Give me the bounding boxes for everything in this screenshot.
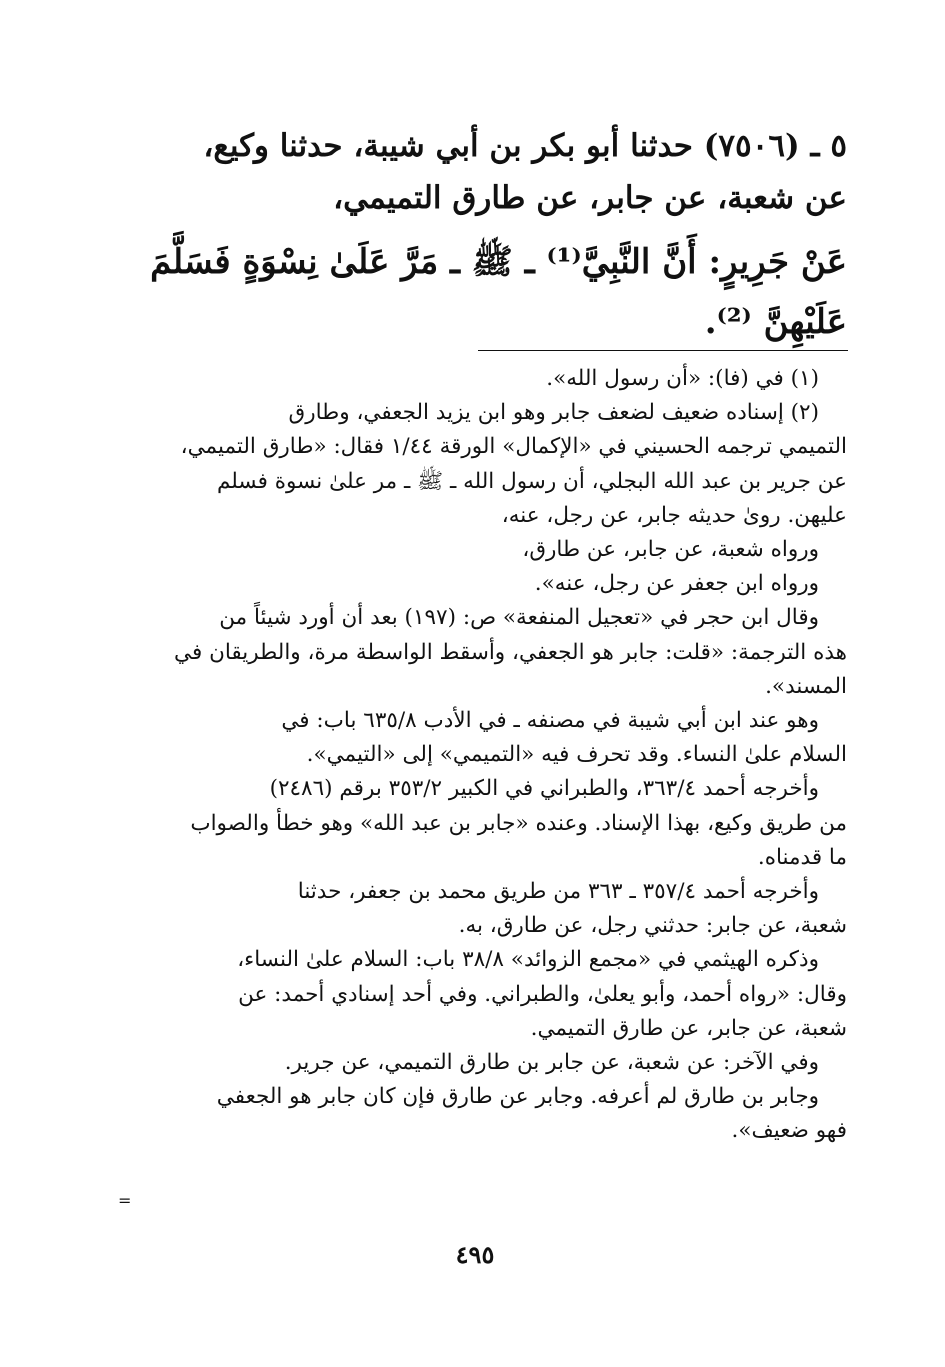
footnote-line: وقال ابن حجر في «تعجيل المنفعة» ص: (١٩٧) بعد أن أورد شيئاً من (219, 605, 819, 631)
footnote-line: من طريق وكيع، بهذا الإسناد. وعنده «جابر بن عبد الله» وهو خطأ والصواب (190, 810, 847, 836)
footnote-line: ما قدمناه. (757, 844, 847, 870)
footnote-line: وفي الآخر: عن شعبة، عن جابر بن طارق التميمي، عن جرير. (284, 1050, 819, 1076)
hadith-matn-line-2: عَلَيْهِنَّ ⁽²⁾. (704, 302, 847, 342)
footnote-line: المسند». (765, 673, 847, 699)
footnote-line: ورواه ابن جعفر عن رجل، عنه». (534, 571, 819, 597)
footnote-line: وهو عند ابن أبي شيبة في مصنفه ـ في الأدب ٦٣٥/٨ باب: في (281, 708, 819, 734)
margin-mark: = (118, 1191, 132, 1210)
footnote-line: التميمي ترجمه الحسيني في «الإكمال» الورقة ١/٤٤ فقال: «طارق التميمي، (180, 434, 847, 460)
footnote-line: (٢) إسناده ضعيف لضعف جابر وهو ابن يزيد الجعفي، وطارق (288, 400, 819, 426)
page-number: ٤٩٥ (455, 1240, 495, 1269)
footnote-line: شعبة، عن جابر، عن طارق التميمي. (530, 1015, 847, 1041)
footnote-line: (١) في (فا): «أن رسول الله». (546, 366, 819, 391)
footnote-line: شعبة، عن جابر: حدثني رجل، عن طارق، به. (458, 913, 847, 939)
hadith-matn (127, 232, 847, 352)
footnote-line: ورواه شعبة، عن جابر، عن طارق، (522, 537, 819, 563)
footnote-line: هذه الترجمة: «قلت: جابر هو الجعفي، وأسقط الواسطة مرة، والطريقان في (174, 639, 847, 665)
footnote-line: السلام علىٰ النساء. وقد تحرف فيه «التميمي» إلى «التيمي». (306, 742, 847, 768)
hadith-matn-line-1: عَنْ جَرِيرٍ: أَنَّ النَّبِيَّ⁽¹⁾ ـ ﷺ ـ مَرَّ عَلَىٰ نِسْوَةٍ فَسَلَّمَ (150, 242, 847, 282)
footnotes (132, 362, 847, 1149)
footnote-line: وجابر بن طارق لم أعرفه. وجابر عن طارق فإن كان جابر هو الجعفي (216, 1084, 819, 1110)
footnote-line: وأخرجه أحمد ٣٥٧/٤ ـ ٣٦٣ من طريق محمد بن جعفر، حدثنا (297, 879, 819, 905)
hadith-isnad (127, 120, 847, 224)
hadith-header-line-2: عن شعبة، عن جابر، عن طارق التميمي، (333, 180, 847, 216)
hadith-header-line-1: ٥ ـ (٧٥٠٦) حدثنا أبو بكر بن أبي شيبة، حدثنا وكيع، (203, 128, 847, 164)
footnote-line: وقال: «رواه أحمد، وأبو يعلىٰ، والطبراني. وفي أحد إسنادي أحمد: عن (238, 981, 847, 1007)
footnote-line: وأخرجه أحمد ٣٦٣/٤، والطبراني في الكبير ٣٥٣/٢ برقم (٢٤٨٦) (269, 776, 819, 802)
footnote-line: عليهن. روىٰ حديثه جابر، عن رجل، عنه، (501, 502, 847, 528)
footnote-separator (478, 350, 848, 351)
footnote-line: فهو ضعيف». (731, 1118, 847, 1144)
footnote-line: وذكره الهيثمي في «مجمع الزوائد» ٣٨/٨ باب: السلام علىٰ النساء، (237, 947, 819, 973)
footnote-line: عن جرير بن عبد الله البجلي، أن رسول الله ـ ﷺ ـ مر علىٰ نسوة فسلم (217, 468, 847, 494)
